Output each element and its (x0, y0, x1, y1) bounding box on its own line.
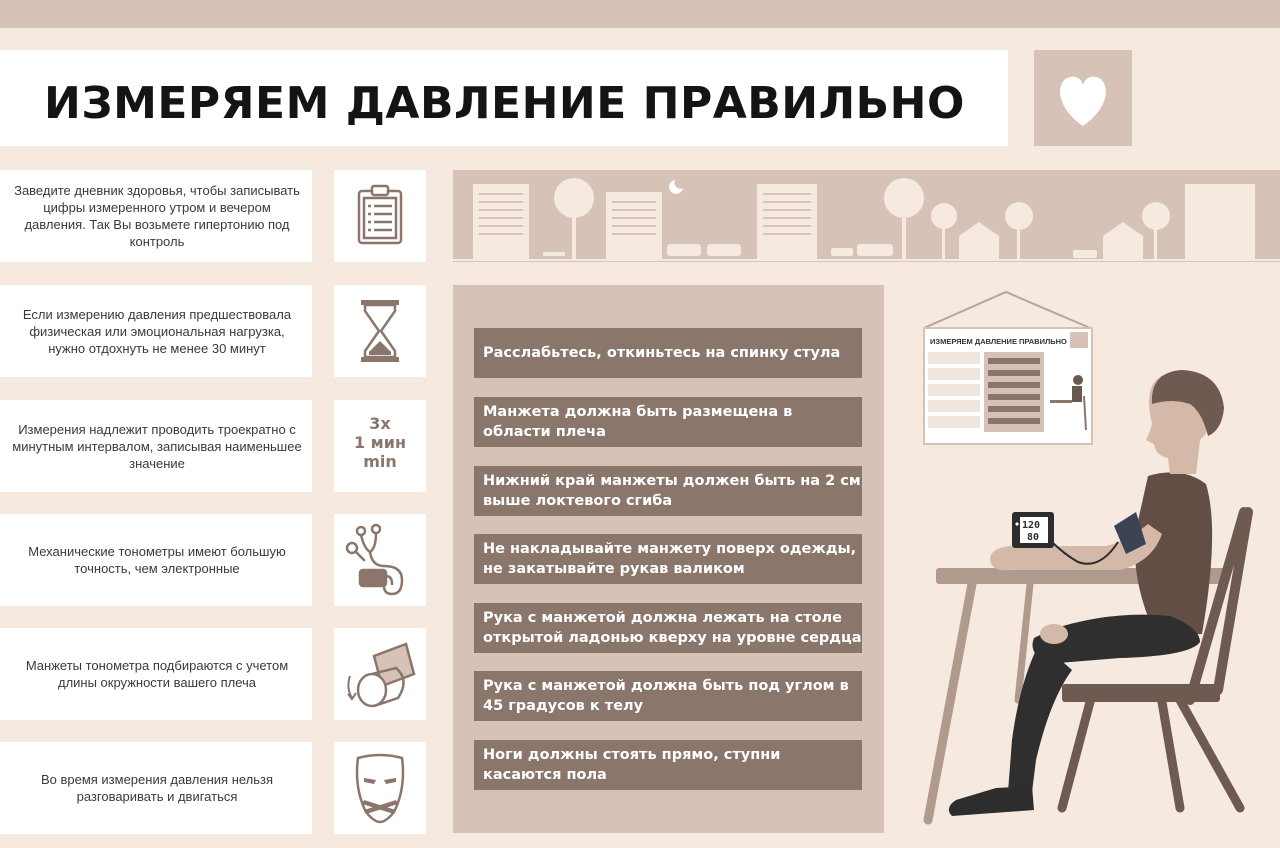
rule-6 (474, 671, 862, 721)
rule-4-text: Не накладывайте манжету поверх одежды, не закатывайте рукав валиком (483, 541, 857, 577)
page-title: ИЗМЕРЯЕМ ДАВЛЕНИЕ ПРАВИЛЬНО (44, 78, 965, 129)
tip-4-text: Механические тонометры имеют большую точность, чем электронные (28, 544, 286, 576)
taped-mouth-mask-icon (334, 742, 426, 834)
rule-2-text: Манжета должна быть размещена в области плеча (483, 404, 793, 440)
rule-5-text: Рука с манжетой должна лежать на столе открытой ладонью кверху на уровне сердца (483, 610, 862, 646)
rule-7-text: Ноги должны стоять прямо, ступни касаются пола (483, 747, 781, 783)
heart-icon (1034, 50, 1132, 146)
tip-5 (0, 628, 312, 720)
monitor-systolic: 120 (1022, 520, 1041, 531)
rule-2 (474, 397, 862, 447)
seated-person-illustration (900, 280, 1280, 848)
interval-text: 1 мин (353, 433, 407, 452)
min-text: min (363, 452, 397, 471)
rule-7 (474, 740, 862, 790)
tip-6-text: Во время измерения давления нельзя разговаривать и двигаться (40, 772, 274, 804)
poster-title: ИЗМЕРЯЕМ ДАВЛЕНИЕ ПРАВИЛЬНО (930, 337, 1067, 346)
rule-1 (474, 328, 862, 378)
repeat-count-text: 3x (369, 414, 391, 433)
tip-2 (0, 285, 312, 377)
tip-2-text: Если измерению давления предшествовала физическая или эмоциональная нагрузка, нужно отдохнуть не менее 30 минут (22, 306, 292, 356)
rule-3-text: Нижний край манжеты должен быть на 2 см выше локтевого сгиба (483, 473, 861, 509)
rule-1-text: Расслабьтесь, откиньтесь на спинку стула (483, 345, 841, 361)
hourglass-icon (334, 285, 426, 377)
cuff-icon (334, 628, 426, 720)
city-skyline-illustration (453, 170, 1280, 262)
rule-3 (474, 466, 862, 516)
tip-4-icon-box (334, 514, 426, 606)
tip-1-icon-box (334, 170, 426, 262)
rule-6-text: Рука с манжетой должна быть под углом в 45 градусов к телу (483, 678, 849, 714)
repeat-count-icon (334, 414, 426, 471)
rule-4 (474, 534, 862, 584)
tip-6-icon-box (334, 742, 426, 834)
tip-2-icon-box (334, 285, 426, 377)
rule-5 (474, 603, 862, 653)
tip-3 (0, 400, 312, 492)
tip-4 (0, 514, 312, 606)
clipboard-icon (334, 170, 426, 262)
stethoscope-icon (334, 514, 426, 606)
tip-3-text: Измерения надлежит проводить троекратно с минутным интервалом, записывая наименьшее значение (12, 421, 302, 471)
tip-6 (0, 742, 312, 834)
wall-poster (924, 292, 1092, 444)
tip-5-icon-box (334, 628, 426, 720)
top-band (0, 0, 1280, 28)
tip-1-text: Заведите дневник здоровья, чтобы записывать цифры измеренного утром и вечером давления. Так Вы возьмете гипертонию под контроль (14, 183, 300, 249)
blood-pressure-monitor (1012, 512, 1054, 548)
tip-1 (0, 170, 312, 262)
heart-badge (1034, 50, 1132, 146)
tip-3-icon-box (334, 400, 426, 492)
tip-5-text: Манжеты тонометра подбираются с учетом длины окружности вашего плеча (25, 658, 289, 690)
monitor-diastolic: 80 (1027, 532, 1040, 543)
